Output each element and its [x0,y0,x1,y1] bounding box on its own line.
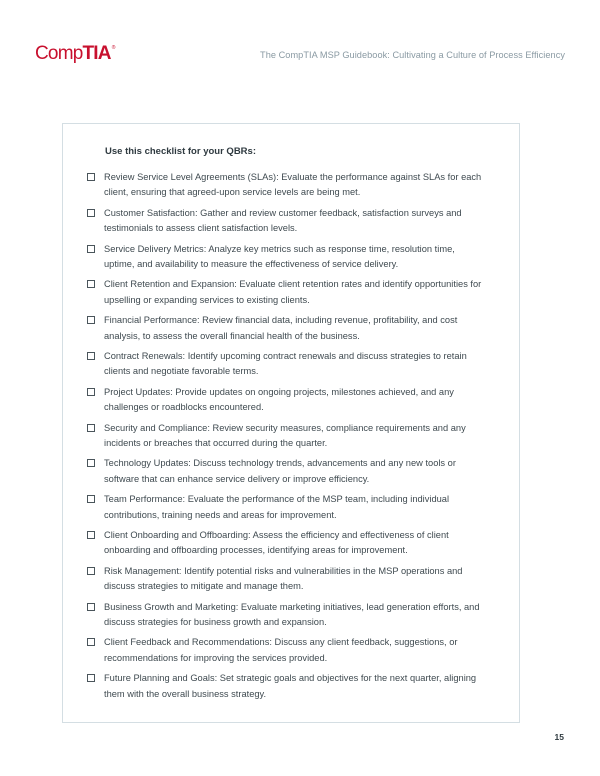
checklist-item [87,421,487,452]
page-number: 15 [554,732,564,742]
checklist-item [87,206,487,237]
checklist-item [87,456,487,487]
logo-text-accent: TIA [82,43,111,64]
checklist-item [87,277,487,308]
logo-trademark: ® [111,45,115,51]
checkbox-icon[interactable] [87,674,95,682]
checklist-item-text: Client Onboarding and Offboarding: Assess the efficiency and effectiveness of client onboarding and offboarding processes, identifying areas for improvement. [104,530,449,556]
checklist-card [62,123,520,723]
checklist-item-text: Project Updates: Provide updates on ongoing projects, milestones achieved, and any challenges or roadblocks encountered. [104,386,454,413]
checklist-item [87,349,487,380]
checkbox-icon[interactable] [87,638,95,646]
checklist-item-text: Team Performance: Evaluate the performance of the MSP team, including individual contributions, training needs and areas for improvement. [104,494,450,520]
checklist-item [87,564,487,595]
document-title: The CompTIA MSP Guidebook: Cultivating a Culture of Process Efficiency [260,50,565,60]
checkbox-icon[interactable] [87,531,95,539]
checklist-item [87,528,487,559]
checklist-item-text: Service Delivery Metrics: Analyze key metrics such as response time, resolution time, uptime, and availability to measure the effectiveness of service delivery. [104,243,455,269]
checkbox-icon[interactable] [87,603,95,611]
checkbox-icon[interactable] [87,352,95,360]
checkbox-icon[interactable] [87,495,95,503]
checkbox-icon[interactable] [87,209,95,217]
checkbox-icon[interactable] [87,424,95,432]
checklist-item-text: Financial Performance: Review financial data, including revenue, profitability, and cost analysis, to assess the overall financial health of the business. [104,315,458,341]
checklist-item [87,671,487,702]
checklist-item-text: Client Feedback and Recommendations: Discuss any client feedback, suggestions, or recommendations for improving the services provided. [104,637,458,663]
checklist-item [87,170,487,201]
checkbox-icon[interactable] [87,567,95,575]
checklist-item [87,492,487,523]
checklist-item-text: Business Growth and Marketing: Evaluate marketing initiatives, lead generation efforts, and discuss strategies for business growth and expansion. [104,601,480,627]
checklist-item-text: Technology Updates: Discuss technology trends, advancements and any new tools or software that can enhance service delivery or improve efficiency. [104,458,456,484]
checkbox-icon[interactable] [87,280,95,288]
checkbox-icon[interactable] [87,459,95,467]
logo-text-main: Comp [35,43,83,64]
checklist-item-text: Client Retention and Expansion: Evaluate client retention rates and identify opportunities for upselling or expanding services to existing clients. [104,279,482,305]
checkbox-icon[interactable] [87,316,95,324]
checklist-item [87,242,487,273]
checklist-item-text: Customer Satisfaction: Gather and review customer feedback, satisfaction surveys and testimonials to assess client satisfaction levels. [104,207,462,234]
checklist-item [87,635,487,666]
checklist-item-text: Security and Compliance: Review security measures, compliance requirements and any incidents or breaches that occurred during the quarter. [104,422,466,448]
checkbox-icon[interactable] [87,245,95,253]
checklist-item [87,313,487,344]
checklist-item-text: Contract Renewals: Identify upcoming contract renewals and discuss strategies to retain clients and negotiate favorable terms. [104,351,467,377]
checkbox-icon[interactable] [87,173,95,181]
checkbox-icon[interactable] [87,388,95,396]
checklist-item-text: Future Planning and Goals: Set strategic goals and objectives for the next quarter, aligning them with the overall business strategy. [104,673,477,699]
comptia-logo [35,43,115,65]
checklist-item-text: Risk Management: Identify potential risks and vulnerabilities in the MSP operations and discuss strategies to mitigate and manage them. [104,565,463,592]
checklist-item [87,600,487,631]
checklist-item-text: Review Service Level Agreements (SLAs): Evaluate the performance against SLAs for each client, ensuring that agreed-upon service levels are being met. [104,172,482,198]
checklist-heading: Use this checklist for your QBRs: [105,146,256,157]
checklist-item [87,385,487,416]
